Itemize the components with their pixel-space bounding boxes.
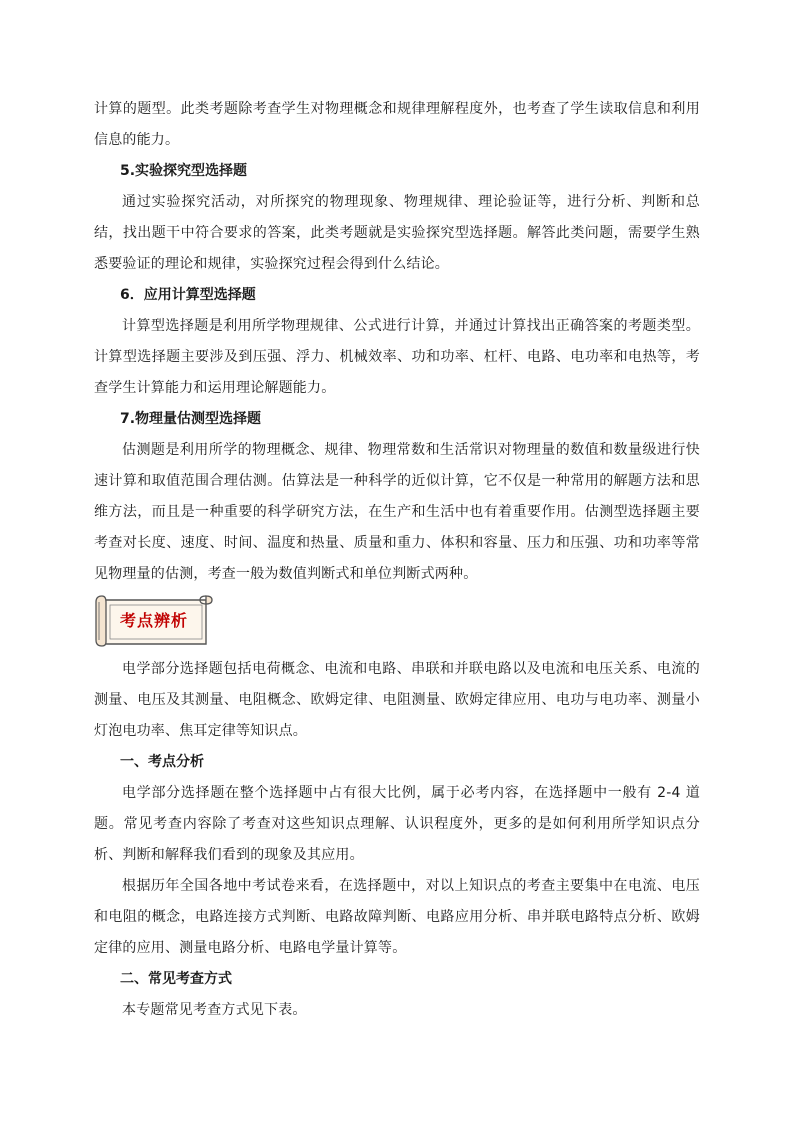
paragraph-5: 通过实验探究活动，对所探究的物理现象、物理规律、理论验证等，进行分析、判断和总结，找出题干中符合要求的答案，此类考题就是实验探究型选择题。解答此类问题，需要学生熟悉要验证的理论和规律，实验探究过程会得到什么结论。 bbox=[94, 194, 700, 272]
section-2-paragraph: 本专题常见考查方式见下表。 bbox=[122, 1002, 307, 1018]
section-heading-2: 二、常见考查方式 bbox=[120, 971, 232, 987]
banner-title: 考点辨析 bbox=[120, 611, 189, 630]
heading-5: 5.实验探究型选择题 bbox=[120, 163, 248, 179]
section-heading-1: 一、考点分析 bbox=[120, 754, 204, 770]
paragraph-6: 计算型选择题是利用所学物理规律、公式进行计算，并通过计算找出正确答案的考题类型。计算型选择题主要涉及到压强、浮力、机械效率、功和功率、杠杆、电路、电功率和电热等，考查学生计算能力和运用理论解题能力。 bbox=[94, 318, 700, 396]
heading-6: 6．应用计算型选择题 bbox=[120, 287, 256, 303]
intro-paragraph: 计算的题型。此类考题除考查学生对物理概念和规律理解程度外，也考查了学生读取信息和利用信息的能力。 bbox=[94, 101, 700, 148]
heading-7: 7.物理量估测型选择题 bbox=[120, 411, 262, 427]
section-banner bbox=[94, 592, 700, 648]
paragraph-7: 估测题是利用所学的物理概念、规律、物理常数和生活常识对物理量的数值和数量级进行快速计算和取值范围合理估测。估算法是一种科学的近似计算，它不仅是一种常用的解题方法和思维方法，而且是一种重要的科学研究方法，在生产和生活中也有着重要作用。估测型选择题主要考查对长度、速度、时间、温度和热量、质量和重力、体积和容量、压力和压强、功和功率等常见物理量的估测，考查一般为数值判断式和单位判断式两种。 bbox=[94, 442, 700, 582]
section-1-paragraph-a: 电学部分选择题在整个选择题中占有很大比例，属于必考内容，在选择题中一般有 2-4 道题。常见考查内容除了考查对这些知识点理解、认识程度外，更多的是如何利用所学知识点分析、判断和解释我们看到的现象及其应用。 bbox=[94, 785, 700, 863]
electric-intro-paragraph: 电学部分选择题包括电荷概念、电流和电路、串联和并联电路以及电流和电压关系、电流的测量、电压及其测量、电阻概念、欧姆定律、电阻测量、欧姆定律应用、电功与电功率、测量小灯泡电功率、焦耳定律等知识点。 bbox=[94, 661, 700, 739]
document-page bbox=[94, 94, 700, 1026]
section-1-paragraph-b: 根据历年全国各地中考试卷来看，在选择题中，对以上知识点的考查主要集中在电流、电压和电阻的概念，电路连接方式判断、电路故障判断、电路应用分析、串并联电路特点分析、欧姆定律的应用、测量电路分析、电路电学量计算等。 bbox=[94, 878, 700, 956]
